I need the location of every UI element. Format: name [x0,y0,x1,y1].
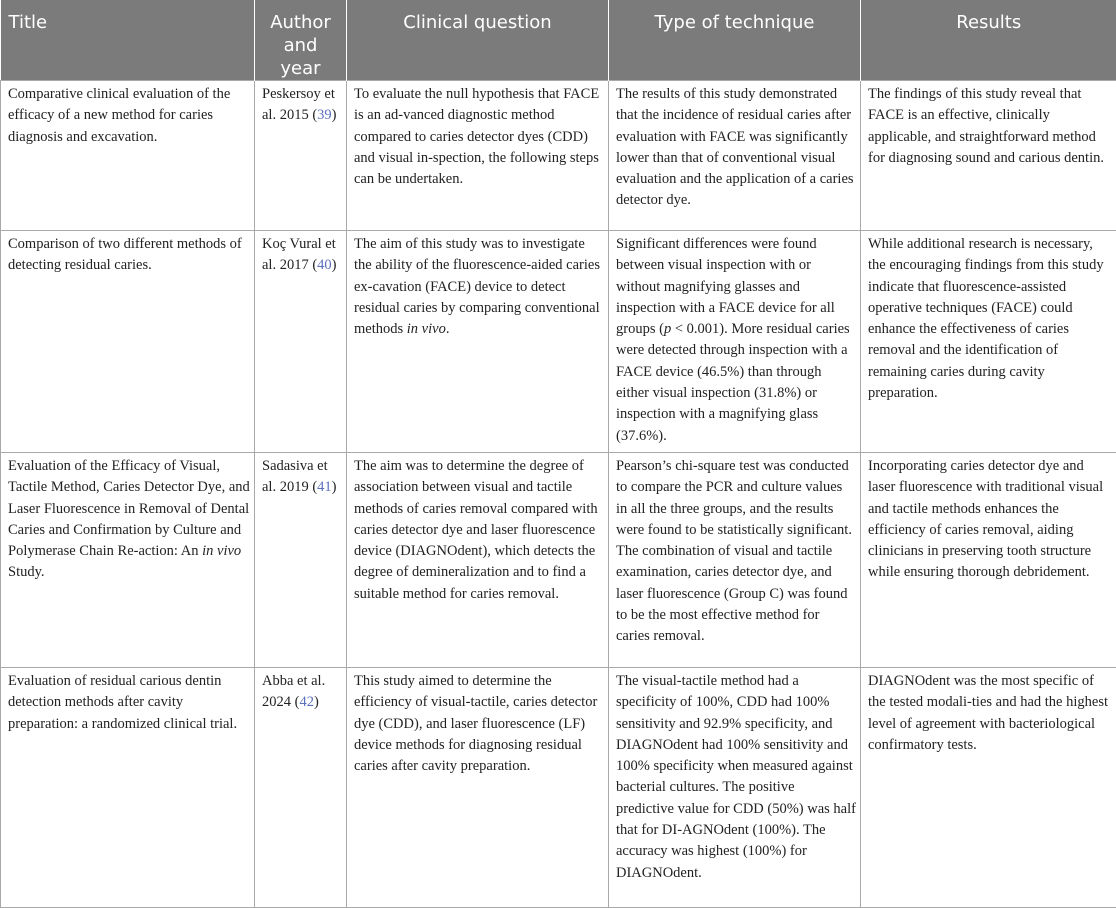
cell-results: The findings of this study reveal that FACE is an effective, clinically applicable, and straightforward method for diagnosing sound and carious dentin. [861,81,1116,231]
technique-text: Significant differences were found between visual inspection with or without magnifying glasses and inspection with a FACE device for all groups ( [616,236,835,337]
reference-link[interactable]: 39 [317,107,332,123]
title-text: Evaluation of the Efficacy of Visual, Tactile Method, Caries Detector Dye, and Laser Fluorescence in Removal of Dental Caries and Confirmation by Culture and Polymerase Chain Re-action: An [8,458,250,559]
table-row [1,231,1116,453]
cell-author-year [255,81,347,231]
reference-link[interactable]: 41 [317,479,332,495]
question-text-end: . [446,321,450,337]
cell-clinical-question [347,231,609,453]
cell-technique: Pearson’s chi-square test was conducted to compare the PCR and culture values in all the three groups, and the results were found to be statistically significant. The combination of visual and tactile examination, caries detector dye, and laser fluorescence (Group C) was found to be the most effective method for caries removal. [609,453,861,668]
author-text-end: ) [332,107,337,123]
author-text-end: ) [314,694,319,710]
cell-clinical-question: This study aimed to determine the efficiency of visual-tactile, caries detector dye (CDD), and laser fluorescence (LF) device methods for diagnosing residual caries after cavity preparation. [347,668,609,908]
cell-technique [609,231,861,453]
header-technique: Type of technique [609,0,861,81]
author-text: Peskersoy et al. 2015 ( [262,86,335,123]
header-clinical-question: Clinical question [347,0,609,81]
cell-title [1,453,255,668]
author-text: Sadasiva et al. 2019 ( [262,458,328,495]
question-text: The aim of this study was to investigate the ability of the fluorescence-aided caries ex-cavation (FACE) device to detect residual caries by comparing conventional methods [354,236,600,337]
cell-results: While additional research is necessary, the encouraging findings from this study indicate that fluorescence-assisted operative techniques (FACE) could enhance the effectiveness of caries removal and the identification of remaining caries during cavity preparation. [861,231,1116,453]
cell-results: Incorporating caries detector dye and laser fluorescence with traditional visual and tactile methods enhances the efficiency of caries removal, aiding clinicians in preserving tooth structure while ensuring thorough debridement. [861,453,1116,668]
author-text: Abba et al. 2024 ( [262,673,325,710]
author-text-end: ) [332,479,337,495]
technique-text-end: < 0.001). More residual caries were detected through inspection with a FACE device (46.5%) than through either visual inspection (31.8%) or inspection with a magnifying glass (37.6%). [616,321,850,443]
cell-technique: The results of this study demonstrated that the incidence of residual caries after evaluation with FACE was significantly lower than that of conventional visual evaluation and the application of a caries detector dye. [609,81,861,231]
table-row [1,668,1116,908]
technique-italic: p [664,321,671,337]
cell-author-year [255,668,347,908]
title-italic: in vivo [202,543,241,559]
table-row [1,453,1116,668]
header-results: Results [861,0,1116,81]
cell-technique: The visual-tactile method had a specificity of 100%, CDD had 100% sensitivity and 92.9% specificity, and DIAGNOdent had 100% sensitivity and 100% specificity when measured against bacterial cultures. The positive predictive value for CDD (50%) was half that for DI-AGNOdent (100%). The accuracy was highest (100%) for DIAGNOdent. [609,668,861,908]
header-row [1,0,1116,81]
table-row [1,81,1116,231]
reference-link[interactable]: 42 [299,694,314,710]
cell-results: DIAGNOdent was the most specific of the tested modali-ties and had the highest level of agreement with bacteriological confirmatory tests. [861,668,1116,908]
question-italic: in vivo [407,321,446,337]
cell-clinical-question: The aim was to determine the degree of association between visual and tactile methods of caries removal compared with caries detector dye and laser fluorescence device (DIAGNOdent), which detects the degree of demineralization and to find a suitable method for caries removal. [347,453,609,668]
header-author-year: Author and year [255,0,347,81]
title-text-end: Study. [8,564,45,580]
cell-title: Comparative clinical evaluation of the efficacy of a new method for caries diagnosis and excavation. [1,81,255,231]
cell-author-year [255,453,347,668]
cell-title: Evaluation of residual carious dentin detection methods after cavity preparation: a randomized clinical trial. [1,668,255,908]
reference-link[interactable]: 40 [317,257,332,273]
cell-title: Comparison of two different methods of detecting residual caries. [1,231,255,453]
author-text: Koç Vural et al. 2017 ( [262,236,336,273]
header-title: Title [1,0,255,81]
cell-clinical-question: To evaluate the null hypothesis that FACE is an ad-vanced diagnostic method compared to caries detector dyes (CDD) and visual in-spection, the following steps can be undertaken. [347,81,609,231]
author-text-end: ) [332,257,337,273]
cell-author-year [255,231,347,453]
